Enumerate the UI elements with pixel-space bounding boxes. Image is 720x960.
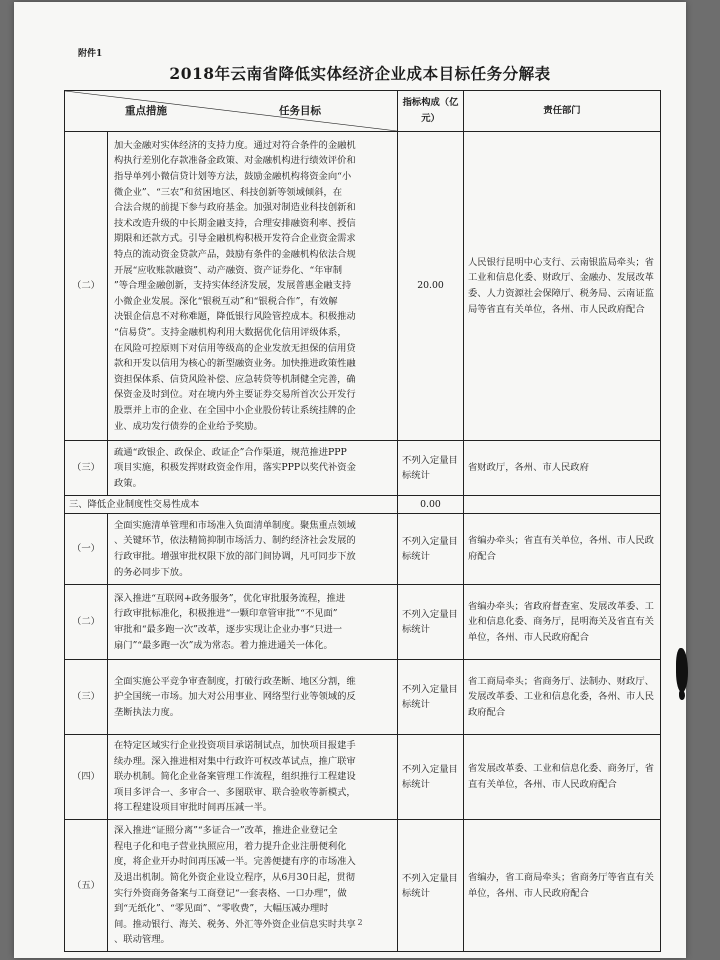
task-description: [108, 585, 398, 660]
task-text-line: 微企业”、“三农”和贫困地区、科技创新等领域倾斜，在: [114, 186, 343, 198]
task-text-line: 度，将企业开办时间再压减一半。完善便捷有序的市场准入: [114, 856, 356, 868]
header-measures: 重点措施: [125, 105, 167, 117]
task-text-line: 、联动管理。: [114, 934, 170, 946]
diagonal-line: [65, 91, 397, 131]
page-number: 2: [357, 918, 363, 927]
task-text-line: 到“无纸化”、“零见面”、“零收费”，大幅压减办理时: [114, 903, 329, 915]
task-description: [108, 820, 398, 952]
task-text-line: 及退出机制。简化外资企业设立程序，从6月30日起，贯彻: [114, 871, 355, 883]
task-text-line: 加大金融对实体经济的支持力度。通过对符合条件的金融机: [114, 139, 356, 151]
task-text-line: 项目实施，积极发挥财政资金作用，落实PPP以奖代补资金: [114, 462, 356, 474]
metric-value: 不列入定量目标统计: [398, 441, 464, 496]
table-row: [65, 820, 661, 952]
table-row: [65, 585, 661, 660]
task-text-line: 间。推动银行、海关、税务、外汇等外资企业信息实时共享: [114, 918, 356, 930]
task-text-line: 期限和还款方式。引导金融机构积极开发符合企业资金需求: [114, 233, 356, 245]
responsible-dept: 省工商局牵头；省商务厅、法制办、财政厅、发展改革委、工业和信息化委，各州、市人民政府配合: [464, 660, 661, 735]
task-text-line: “信易贷”。支持金融机构利用大数据优化信用评级体系，: [114, 326, 347, 338]
task-text-line: 构执行差别化存款准备金政策、对金融机构进行绩效评价和: [114, 155, 356, 167]
task-text-line: 深入推进“证照分离”“多证合一”改革，推进企业登记全: [114, 825, 338, 837]
task-text-line: 在风险可控原则下对信用等级高的企业发放无担保的信用贷: [114, 342, 356, 354]
task-text-line: 指导单列小微信贷计划等方法，鼓励金融机构将资金向“小: [114, 171, 352, 183]
task-text-line: 垄断执法力度。: [114, 706, 180, 718]
metric-value: 不列入定量目标统计: [398, 735, 464, 820]
header-diagonal-cell: [65, 91, 398, 132]
header-target: 任务目标: [279, 105, 321, 117]
task-description: [108, 441, 398, 496]
responsible-dept: 省编办，省工商局牵头；省商务厅等省直有关单位，各州、市人民政府配合: [464, 820, 661, 952]
table-row: [65, 441, 661, 496]
task-text-line: 在特定区域实行企业投资项目承诺制试点，加快项目报建手: [114, 740, 356, 752]
task-text-line: 行政审批。增强审批权限下放的部门间协调，凡可同步下放: [114, 551, 356, 562]
row-index: （二）: [65, 585, 108, 660]
metric-value: 20.00: [398, 132, 464, 441]
responsible-dept: 省财政厅，各州、市人民政府: [464, 441, 661, 496]
task-text-line: 疏通“政银企、政保企、政证企”合作渠道，规范推进PPP: [114, 446, 347, 458]
metric-value: 不列入定量目标统计: [398, 585, 464, 660]
task-text-line: 联办机制。简化企业备案管理工作流程，组织推行工程建设: [114, 771, 356, 783]
task-text-line: 程电子化和电子营业执照应用，着力提升企业注册便利化: [114, 840, 347, 852]
task-text-line: 审批和“最多跑一次”改革，逐步实现让企业办事“只进一: [114, 624, 343, 635]
responsible-dept: 省发展改革委、工业和信息化委、商务厅，省直有关单位，各州、市人民政府配合: [464, 735, 661, 820]
task-text-line: 特点的流动资金贷款产品，鼓励有条件的金融机构依法合规: [114, 249, 356, 261]
task-text-line: ”等合理金融创新，支持实体经济发展，发展普惠金融支持: [114, 280, 352, 292]
task-text-line: 业、成功发行债券的企业给予奖励。: [114, 420, 263, 432]
responsible-dept: 省编办牵头；省政府督查室、发展改革委、工业和信息化委、商务厅，昆明海关及省直有关单位，各州、市人民政府配合: [464, 585, 661, 660]
scan-blot-mark: [676, 648, 688, 692]
header-dept: 责任部门: [464, 91, 661, 132]
task-text-line: 护全国统一市场。加大对公用事业、网络型行业等领域的反: [114, 691, 356, 703]
task-text-line: 款和开发以信用为核心的新型融资业务。加快推进政策性融: [114, 358, 356, 370]
responsible-dept: 省编办牵头；省直有关单位，各州、市人民政府配合: [464, 514, 661, 585]
task-text-line: 全面实施公平竞争审查制度，打破行政垄断、地区分割，维: [114, 675, 356, 687]
row-index: （二）: [65, 132, 108, 441]
table-row: [65, 735, 661, 820]
task-text-line: 续办理。深入推进相对集中行政许可权改革试点，推广联审: [114, 755, 356, 767]
row-index: （三）: [65, 441, 108, 496]
metric-value: 不列入定量目标统计: [398, 820, 464, 952]
task-description: [108, 132, 398, 441]
section-row: [65, 496, 661, 514]
task-text-line: 合法合规的前提下参与政府基金。加强对制造业科技创新和: [114, 202, 356, 214]
task-text-line: 股票并上市的企业、在全国中小企业股份转让系统挂牌的企: [114, 404, 356, 416]
row-index: （一）: [65, 514, 108, 585]
task-text-line: 、关键环节，依法精简抑制市场活力、制约经济社会发展的: [114, 535, 356, 547]
table-row: [65, 132, 661, 441]
task-text-line: 技术改造升级的中长期金融支持，合理安排融资利率、授信: [114, 217, 356, 229]
task-description: [108, 514, 398, 585]
row-index: （四）: [65, 735, 108, 820]
task-text-line: 开展“应收账款融资”、动产融资、资产证券化、“年审制: [114, 264, 343, 276]
task-text-line: 项目多评合一、多审合一、多图联审、联合验收等新模式，: [114, 786, 356, 798]
section-dept-empty: [464, 496, 661, 514]
task-text-line: 保资金及时到位。对在境内外主要证券交易所首次公开发行: [114, 389, 356, 401]
task-description: [108, 735, 398, 820]
row-index: （三）: [65, 660, 108, 735]
attachment-label: 附件1: [78, 49, 103, 59]
task-description: [108, 660, 398, 735]
page-title: 2018年云南省降低实体经济企业成本目标任务分解表: [169, 64, 551, 83]
header-metric: 指标构成（亿元）: [398, 91, 464, 132]
row-index: （五）: [65, 820, 108, 952]
table-header-row: [65, 91, 661, 132]
task-text-line: 扇门”“最多跑一次”成为常态。着力推进通关一体化。: [114, 639, 333, 651]
section-title: 三、降低企业制度性交易性成本: [65, 496, 398, 514]
task-text-line: 行政审批标准化，积极推进“一颗印章管审批”“不见面”: [114, 608, 338, 620]
task-text-line: 实行外资商务备案与工商登记“一套表格、一口办理”，做: [114, 887, 347, 899]
task-text-line: 政策。: [114, 477, 142, 489]
task-text-line: 决银企信息不对称难题，降低银行风险管控成本。积极推动: [114, 311, 356, 323]
task-text-line: 深入推进“互联网+政务服务”，优化审批服务流程，推进: [114, 592, 346, 604]
task-text-line: 的务必同步下放。: [114, 566, 189, 578]
metric-value: 不列入定量目标统计: [398, 660, 464, 735]
scan-blot-mark: [679, 690, 685, 700]
table-row: [65, 514, 661, 585]
task-text-line: 将工程建设项目审批时间再压减一半。: [114, 802, 273, 814]
task-text-line: 小微企业发展。深化“银税互动”和“银税合作”，有效解: [114, 295, 338, 307]
table-row: [65, 660, 661, 735]
task-text-line: 全面实施清单管理和市场准入负面清单制度。聚焦重点领域: [114, 519, 356, 531]
section-metric: 0.00: [398, 496, 464, 514]
metric-value: 不列入定量目标统计: [398, 514, 464, 585]
task-text-line: 资担保体系、信贷风险补偿、应急转贷等机制健全完善，确: [114, 373, 356, 385]
task-table: [64, 90, 661, 952]
responsible-dept: 人民银行昆明中心支行、云南银监局牵头；省工业和信息化委、财政厅、金融办、发展改革委、人力资源社会保障厅、税务局、云南证监局等省直有关单位，各州、市人民政府配合: [464, 132, 661, 441]
